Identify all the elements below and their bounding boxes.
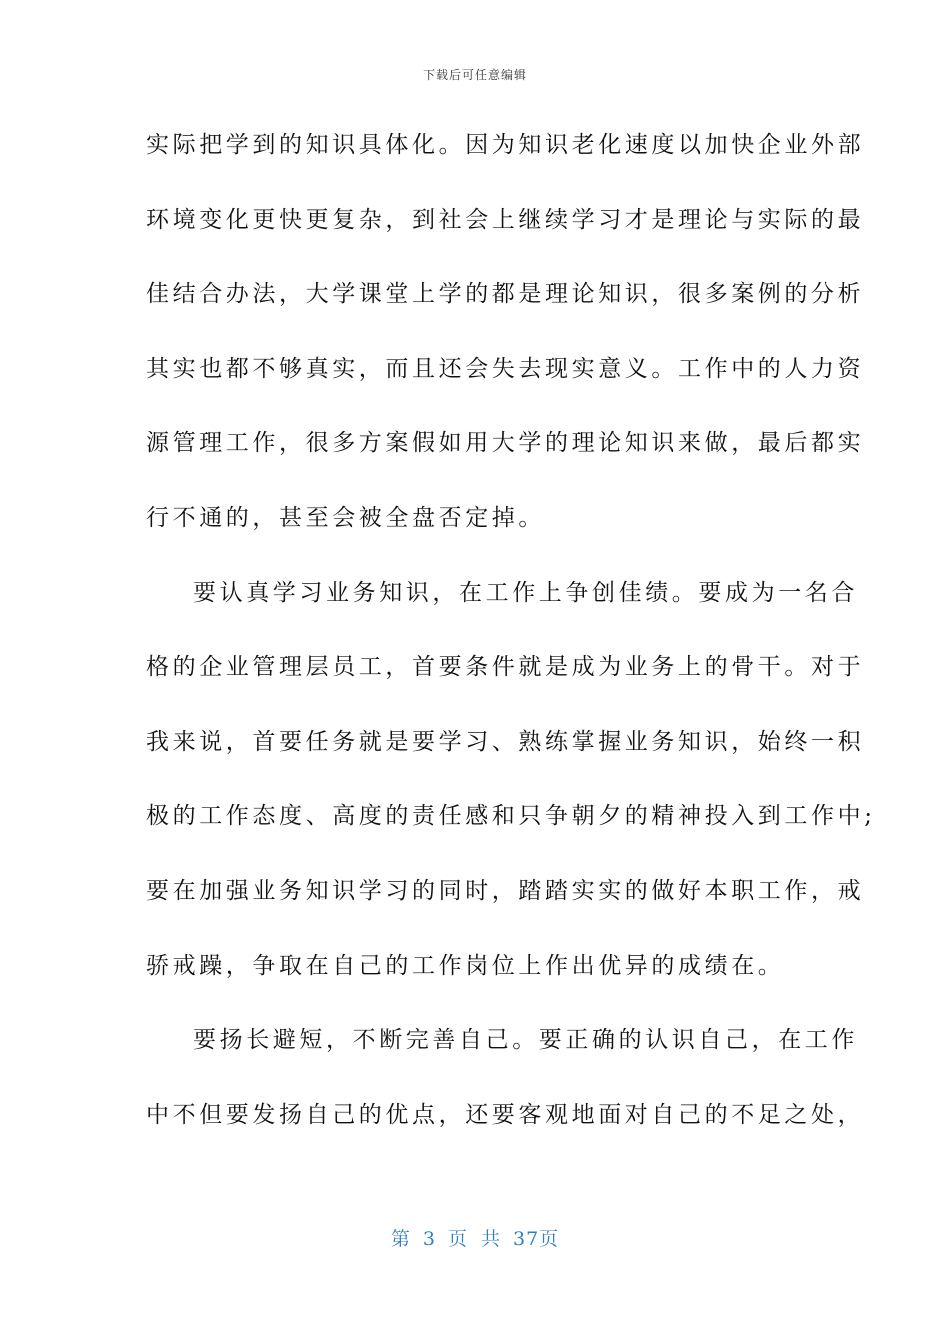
text-line: 其实也都不够真实，而且还会失去现实意义。工作中的人力资 — [146, 355, 865, 382]
page-footer — [0, 1224, 950, 1251]
text-line: 格的企业管理层员工，首要条件就是成为业务上的骨干。对于 — [146, 654, 865, 681]
document-body — [146, 118, 876, 1162]
paragraph-start-line: 要认真学习业务知识，在工作上争创佳绩。要成为一名合 — [193, 579, 858, 606]
text-line: 实际把学到的知识具体化。因为知识老化速度以加快企业外部 — [146, 132, 865, 158]
footer-total-pages: 37页 — [512, 1228, 560, 1250]
text-line: 中不但要发扬自己的优点，还要客观地面对自己的不足之处， — [146, 1101, 865, 1128]
text-line: 源管理工作，很多方案假如用大学的理论知识来做，最后都实 — [146, 430, 865, 457]
paragraph-start-line: 要扬长避短，不断完善自己。要正确的认识自己，在工作 — [193, 1027, 858, 1054]
footer-prefix: 第 — [390, 1228, 411, 1250]
text-line: 行不通的，甚至会被全盘否定掉。 — [146, 504, 545, 531]
text-line: 我来说，首要任务就是要学习、熟练掌握业务知识，始终一积 — [146, 728, 865, 755]
page-header-note: 下载后可任意编辑 — [422, 68, 527, 82]
text-line: 佳结合办法，大学课堂上学的都是理论知识，很多案例的分析 — [146, 281, 865, 308]
text-line: 极的工作态度、高度的责任感和只争朝夕的精神投入到工作中; — [146, 803, 876, 830]
footer-middle: 页 共 — [447, 1228, 501, 1250]
text-line: 要在加强业务知识学习的同时，踏踏实实的做好本职工作，戒 — [146, 877, 865, 904]
text-line: 环境变化更快更复杂，到社会上继续学习才是理论与实际的最 — [146, 206, 865, 233]
text-line: 骄戒躁，争取在自己的工作岗位上作出优异的成绩在。 — [146, 952, 785, 979]
footer-page-number: 3 — [422, 1228, 436, 1250]
